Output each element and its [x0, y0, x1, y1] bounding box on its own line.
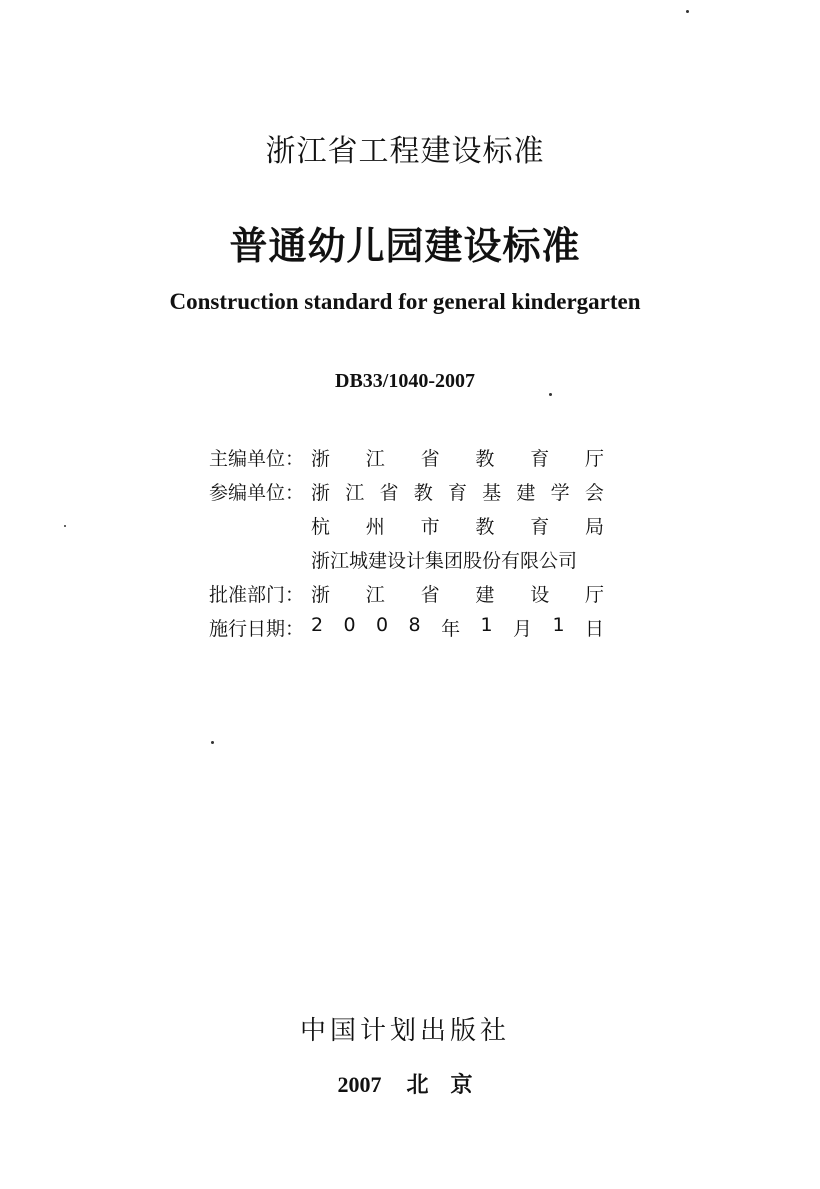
publisher: 中国计划出版社	[299, 1016, 510, 1046]
participant-char: 江	[345, 481, 365, 504]
participant-2	[311, 512, 604, 539]
participant-char: 省	[379, 481, 399, 504]
scan-speck	[686, 10, 689, 13]
approver-char: 建	[475, 583, 495, 606]
imprint	[0, 1068, 810, 1099]
participant-char: 建	[516, 481, 536, 504]
editor-char: 省	[420, 447, 440, 470]
date-char: 日	[584, 617, 604, 640]
participant-char: 基	[482, 481, 502, 504]
participant-3: 浙江城建设计集团股份有限公司	[311, 549, 578, 572]
editor-value	[311, 444, 604, 471]
date-row	[209, 610, 604, 644]
participant-char: 浙	[311, 481, 331, 504]
date-char: 1	[480, 613, 493, 636]
approver-row	[209, 576, 604, 610]
date-char: 2	[311, 613, 324, 636]
editor-char: 江	[365, 447, 385, 470]
editor-label: 主编单位：	[209, 447, 305, 470]
date-char: 年	[441, 617, 461, 640]
approver-char: 浙	[311, 583, 331, 606]
english-title: Construction standard for general kindergarten	[169, 289, 641, 314]
participant-char: 育	[530, 515, 550, 538]
date-char: 月	[513, 617, 533, 640]
date-value	[311, 614, 604, 641]
participants-label: 参编单位：	[209, 481, 305, 504]
participant-char: 州	[365, 515, 385, 538]
participant-1	[311, 478, 604, 505]
imprint-year: 2007	[337, 1072, 382, 1097]
editor-row	[209, 440, 604, 474]
approver-char: 厅	[584, 583, 604, 606]
participant-char: 育	[447, 481, 467, 504]
participant-char: 教	[475, 515, 495, 538]
editor-char: 浙	[311, 447, 331, 470]
date-char: 0	[376, 613, 389, 636]
participant-row-1	[209, 474, 604, 508]
scan-speck	[64, 525, 66, 527]
approver-char: 省	[420, 583, 440, 606]
participant-char: 学	[550, 481, 570, 504]
scan-speck	[549, 393, 552, 396]
date-label: 施行日期：	[209, 617, 305, 640]
participant-char: 局	[584, 515, 604, 538]
approver-label: 批准部门：	[209, 583, 305, 606]
series-title: 浙江省工程建设标准	[265, 134, 545, 169]
participant-char: 会	[584, 481, 604, 504]
editor-char: 教	[475, 447, 495, 470]
imprint-city: 北 京	[406, 1072, 473, 1097]
standard-code: DB33/1040-2007	[335, 370, 475, 392]
scan-speck	[211, 741, 214, 744]
approver-value	[311, 580, 604, 607]
info-table	[209, 440, 604, 644]
approver-char: 江	[365, 583, 385, 606]
participant-row-3	[209, 542, 604, 576]
participant-char: 市	[420, 515, 440, 538]
participant-char: 教	[413, 481, 433, 504]
approver-char: 设	[530, 583, 550, 606]
editor-char: 育	[530, 447, 550, 470]
date-char: 1	[552, 613, 565, 636]
participant-row-2	[209, 508, 604, 542]
participant-char: 杭	[311, 515, 331, 538]
editor-char: 厅	[584, 447, 604, 470]
main-title: 普通幼儿园建设标准	[229, 224, 581, 268]
date-char: 8	[408, 613, 421, 636]
date-char: 0	[343, 613, 356, 636]
